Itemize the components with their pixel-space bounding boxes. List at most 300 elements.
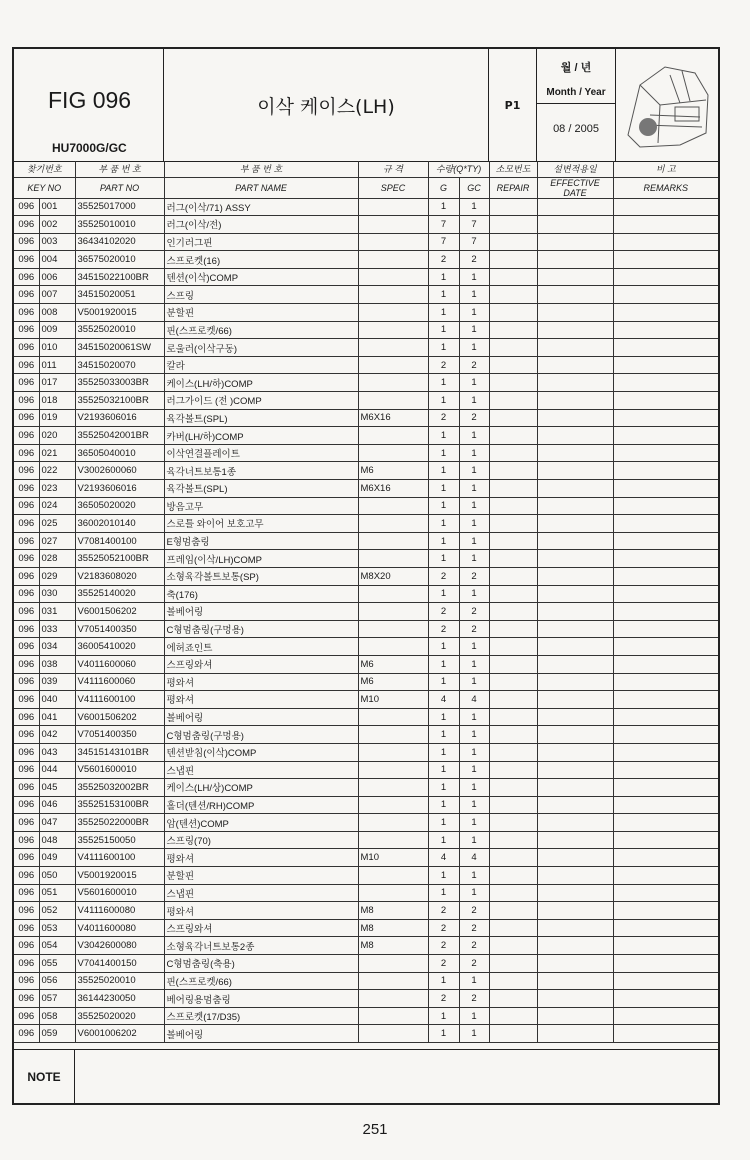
part-name-cell: 스프링(70) [164, 831, 358, 849]
part-no-cell: 36002010140 [75, 515, 164, 533]
part-no-cell: 35525153100BR [75, 796, 164, 814]
spec-cell [358, 972, 428, 990]
table-row [14, 620, 718, 638]
spec-cell [358, 867, 428, 885]
key-cell: 038 [39, 655, 75, 673]
part-name-cell: C형멈춤링(축용) [164, 955, 358, 973]
part-name-cell: 베어링용멈춤링 [164, 990, 358, 1008]
part-no-cell: V5001920015 [75, 304, 164, 322]
qty-g-cell: 1 [428, 585, 459, 603]
spec-cell [358, 761, 428, 779]
remarks-cell [613, 779, 718, 797]
qty-gc-cell: 1 [459, 761, 489, 779]
fig-cell: 096 [14, 567, 39, 585]
spec-cell [358, 233, 428, 251]
part-name-cell: 핀(스프로켓/66) [164, 321, 358, 339]
effective-date-cell [537, 585, 613, 603]
fig-cell: 096 [14, 638, 39, 656]
key-cell: 011 [39, 356, 75, 374]
key-cell: 004 [39, 251, 75, 269]
table-row [14, 990, 718, 1008]
key-cell: 028 [39, 550, 75, 568]
repair-cell [489, 673, 537, 691]
col-key-kr: 찾기번호 [14, 161, 75, 177]
col-part-no-kr: 부 품 번 호 [75, 161, 164, 177]
remarks-cell [613, 497, 718, 515]
part-no-cell: 35525032002BR [75, 779, 164, 797]
effective-date-cell [537, 937, 613, 955]
qty-gc-cell: 1 [459, 796, 489, 814]
part-name-cell: 평와셔 [164, 673, 358, 691]
table-row [14, 937, 718, 955]
qty-gc-cell: 2 [459, 409, 489, 427]
part-no-cell: 36505020020 [75, 497, 164, 515]
spec-cell [358, 831, 428, 849]
fig-cell: 096 [14, 462, 39, 480]
part-no-cell: V7051400350 [75, 620, 164, 638]
table-row [14, 726, 718, 744]
remarks-cell [613, 1007, 718, 1025]
spec-cell [358, 884, 428, 902]
effective-date-cell [537, 849, 613, 867]
part-name-cell: 스냅핀 [164, 884, 358, 902]
key-cell: 029 [39, 567, 75, 585]
effective-date-cell [537, 321, 613, 339]
key-cell: 058 [39, 1007, 75, 1025]
qty-gc-cell: 1 [459, 814, 489, 832]
spec-cell [358, 286, 428, 304]
repair-cell [489, 867, 537, 885]
table-row [14, 1007, 718, 1025]
spec-cell [358, 708, 428, 726]
fig-cell: 096 [14, 919, 39, 937]
fig-cell: 096 [14, 585, 39, 603]
repair-cell [489, 849, 537, 867]
repair-cell [489, 726, 537, 744]
spec-cell [358, 796, 428, 814]
fig-cell: 096 [14, 286, 39, 304]
effective-date-cell [537, 955, 613, 973]
remarks-cell [613, 268, 718, 286]
remarks-cell [613, 603, 718, 621]
remarks-cell [613, 392, 718, 410]
spec-cell [358, 339, 428, 357]
table-row [14, 427, 718, 445]
spec-cell [358, 814, 428, 832]
col-part-name-en: PART NAME [164, 177, 358, 198]
model-label: HU7000G/GC [52, 141, 127, 155]
repair-cell [489, 796, 537, 814]
qty-g-cell: 2 [428, 902, 459, 920]
qty-gc-cell: 1 [459, 497, 489, 515]
key-cell: 047 [39, 814, 75, 832]
part-no-cell: V7041400150 [75, 955, 164, 973]
part-no-cell: 35525022000BR [75, 814, 164, 832]
part-no-cell: 35525150050 [75, 831, 164, 849]
repair-cell [489, 444, 537, 462]
key-cell: 039 [39, 673, 75, 691]
part-name-cell: 소형육각너트보통2종 [164, 937, 358, 955]
spec-cell [358, 321, 428, 339]
effective-date-cell [537, 286, 613, 304]
part-name-cell: 인기러그핀 [164, 233, 358, 251]
fig-cell: 096 [14, 409, 39, 427]
repair-cell [489, 374, 537, 392]
repair-cell [489, 198, 537, 216]
part-no-cell: 34515020051 [75, 286, 164, 304]
fig-cell: 096 [14, 726, 39, 744]
effective-date-cell [537, 796, 613, 814]
key-cell: 046 [39, 796, 75, 814]
effective-date-cell [537, 638, 613, 656]
qty-g-cell: 1 [428, 321, 459, 339]
repair-cell [489, 497, 537, 515]
table-row [14, 902, 718, 920]
part-name-cell: 러그(이삭/71) ASSY [164, 198, 358, 216]
fig-cell: 096 [14, 532, 39, 550]
key-cell: 057 [39, 990, 75, 1008]
note-label: NOTE [14, 1050, 75, 1104]
repair-cell [489, 743, 537, 761]
qty-gc-cell: 1 [459, 392, 489, 410]
repair-cell [489, 884, 537, 902]
part-name-cell: 스냅핀 [164, 761, 358, 779]
remarks-cell [613, 849, 718, 867]
qty-g-cell: 2 [428, 919, 459, 937]
qty-g-cell: 1 [428, 374, 459, 392]
qty-g-cell: 1 [428, 339, 459, 357]
part-name-cell: C형멈춤링(구멍용) [164, 726, 358, 744]
effective-date-cell [537, 515, 613, 533]
spec-cell: M8 [358, 937, 428, 955]
effective-date-cell [537, 444, 613, 462]
remarks-cell [613, 814, 718, 832]
table-row [14, 356, 718, 374]
fig-cell: 096 [14, 198, 39, 216]
spec-cell [358, 216, 428, 234]
qty-g-cell: 2 [428, 955, 459, 973]
repair-cell [489, 937, 537, 955]
parts-rows [14, 198, 718, 1043]
remarks-cell [613, 550, 718, 568]
key-cell: 051 [39, 884, 75, 902]
qty-g-cell: 1 [428, 286, 459, 304]
qty-g-cell: 1 [428, 462, 459, 480]
col-qty-gc: GC [459, 177, 489, 198]
fig-cell: 096 [14, 814, 39, 832]
table-row [14, 374, 718, 392]
table-row [14, 550, 718, 568]
key-cell: 022 [39, 462, 75, 480]
remarks-cell [613, 1025, 718, 1043]
part-name-cell: 이삭연결플레이트 [164, 444, 358, 462]
part-no-cell: 35525020020 [75, 1007, 164, 1025]
fig-cell: 096 [14, 902, 39, 920]
fig-cell: 096 [14, 972, 39, 990]
remarks-cell [613, 638, 718, 656]
spec-cell [358, 990, 428, 1008]
note-row [14, 1049, 718, 1104]
effective-date-cell [537, 497, 613, 515]
remarks-cell [613, 761, 718, 779]
part-name-cell: 스프링와셔 [164, 655, 358, 673]
repair-cell [489, 515, 537, 533]
month-year-kr: 월 / 년 [560, 62, 592, 74]
fig-cell: 096 [14, 937, 39, 955]
qty-gc-cell: 1 [459, 444, 489, 462]
part-name-cell: 분할핀 [164, 304, 358, 322]
qty-gc-cell: 1 [459, 532, 489, 550]
fig-cell: 096 [14, 867, 39, 885]
qty-gc-cell: 2 [459, 937, 489, 955]
table-row [14, 304, 718, 322]
qty-g-cell: 1 [428, 497, 459, 515]
effective-date-cell [537, 831, 613, 849]
qty-g-cell: 2 [428, 937, 459, 955]
table-row [14, 796, 718, 814]
key-cell: 056 [39, 972, 75, 990]
part-name-cell: 축(176) [164, 585, 358, 603]
remarks-cell [613, 972, 718, 990]
repair-cell [489, 814, 537, 832]
qty-g-cell: 1 [428, 796, 459, 814]
table-row [14, 321, 718, 339]
col-spec-kr: 규 격 [358, 161, 428, 177]
part-name-cell: 러그(이삭/전) [164, 216, 358, 234]
part-name-cell: 케이스(LH/하)COMP [164, 374, 358, 392]
part-name-cell: 스프로켓(17/D35) [164, 1007, 358, 1025]
remarks-cell [613, 198, 718, 216]
qty-g-cell: 1 [428, 444, 459, 462]
spec-cell [358, 550, 428, 568]
fig-title: FIG 096 [48, 87, 132, 113]
col-remarks-kr: 비 고 [613, 161, 718, 177]
effective-date-cell [537, 620, 613, 638]
remarks-cell [613, 919, 718, 937]
effective-date-cell [537, 673, 613, 691]
date-value: 08 / 2005 [553, 123, 599, 135]
table-row [14, 497, 718, 515]
spec-cell [358, 304, 428, 322]
repair-cell [489, 356, 537, 374]
table-row [14, 919, 718, 937]
spec-cell: M6X16 [358, 480, 428, 498]
qty-gc-cell: 2 [459, 990, 489, 1008]
key-cell: 041 [39, 708, 75, 726]
remarks-cell [613, 251, 718, 269]
repair-cell [489, 919, 537, 937]
qty-gc-cell: 1 [459, 743, 489, 761]
spec-cell: M6X16 [358, 409, 428, 427]
table-row [14, 251, 718, 269]
key-cell: 027 [39, 532, 75, 550]
repair-cell [489, 427, 537, 445]
key-cell: 024 [39, 497, 75, 515]
qty-g-cell: 1 [428, 708, 459, 726]
table-row [14, 339, 718, 357]
part-no-cell: V5601600010 [75, 884, 164, 902]
spec-cell: M6 [358, 462, 428, 480]
qty-gc-cell: 1 [459, 655, 489, 673]
effective-date-cell [537, 603, 613, 621]
qty-g-cell: 2 [428, 567, 459, 585]
effective-date-cell [537, 356, 613, 374]
col-eff-kr: 설변적용일 [537, 161, 613, 177]
col-qty-kr: 수량(Q*TY) [428, 161, 489, 177]
key-cell: 010 [39, 339, 75, 357]
part-no-cell: V4111600080 [75, 902, 164, 920]
table-row [14, 233, 718, 251]
table-row [14, 444, 718, 462]
table-row [14, 972, 718, 990]
spec-cell [358, 356, 428, 374]
spec-cell: M6 [358, 673, 428, 691]
remarks-cell [613, 409, 718, 427]
qty-g-cell: 1 [428, 427, 459, 445]
key-cell: 003 [39, 233, 75, 251]
repair-cell [489, 902, 537, 920]
qty-g-cell: 4 [428, 691, 459, 709]
key-cell: 001 [39, 198, 75, 216]
table-row [14, 216, 718, 234]
qty-g-cell: 2 [428, 409, 459, 427]
qty-g-cell: 1 [428, 392, 459, 410]
part-title-box [164, 49, 489, 161]
fig-cell: 096 [14, 796, 39, 814]
remarks-cell [613, 708, 718, 726]
remarks-cell [613, 444, 718, 462]
col-part-name-kr: 부 품 번 호 [164, 161, 358, 177]
qty-gc-cell: 2 [459, 567, 489, 585]
qty-gc-cell: 1 [459, 374, 489, 392]
repair-cell [489, 1007, 537, 1025]
fig-cell: 096 [14, 691, 39, 709]
part-name-cell: 평와셔 [164, 849, 358, 867]
page-code: P1 [504, 98, 521, 112]
remarks-cell [613, 356, 718, 374]
part-name-cell: C형멈춤링(구멍용) [164, 620, 358, 638]
remarks-cell [613, 480, 718, 498]
qty-gc-cell: 1 [459, 708, 489, 726]
part-no-cell: V4111600060 [75, 673, 164, 691]
qty-gc-cell: 1 [459, 972, 489, 990]
remarks-cell [613, 304, 718, 322]
repair-cell [489, 603, 537, 621]
fig-cell: 096 [14, 620, 39, 638]
key-cell: 054 [39, 937, 75, 955]
part-name-cell: 카버(LH/하)COMP [164, 427, 358, 445]
effective-date-cell [537, 480, 613, 498]
part-no-cell: 34515143101BR [75, 743, 164, 761]
effective-date-cell [537, 216, 613, 234]
part-name-cell: 프레임(이삭/LH)COMP [164, 550, 358, 568]
qty-gc-cell: 1 [459, 462, 489, 480]
part-name-cell: 홀더(텐션/RH)COMP [164, 796, 358, 814]
spec-cell: M8 [358, 902, 428, 920]
key-cell: 017 [39, 374, 75, 392]
qty-g-cell: 1 [428, 268, 459, 286]
qty-g-cell: 1 [428, 515, 459, 533]
table-row [14, 409, 718, 427]
page-code-box [489, 49, 537, 161]
month-year-box [537, 49, 616, 161]
key-cell: 025 [39, 515, 75, 533]
qty-gc-cell: 1 [459, 726, 489, 744]
fig-cell: 096 [14, 427, 39, 445]
remarks-cell [613, 743, 718, 761]
qty-gc-cell: 7 [459, 216, 489, 234]
key-cell: 023 [39, 480, 75, 498]
remarks-cell [613, 374, 718, 392]
key-cell: 008 [39, 304, 75, 322]
fig-cell: 096 [14, 1025, 39, 1043]
remarks-cell [613, 867, 718, 885]
qty-g-cell: 1 [428, 761, 459, 779]
spec-cell [358, 392, 428, 410]
repair-cell [489, 480, 537, 498]
spec-cell [358, 620, 428, 638]
fig-cell: 096 [14, 655, 39, 673]
column-header-row-en [14, 177, 718, 198]
repair-cell [489, 532, 537, 550]
qty-gc-cell: 1 [459, 321, 489, 339]
qty-g-cell: 2 [428, 990, 459, 1008]
qty-g-cell: 1 [428, 198, 459, 216]
part-name-cell: 케이스(LH/상)COMP [164, 779, 358, 797]
qty-gc-cell: 1 [459, 427, 489, 445]
sheet-header [14, 49, 718, 162]
repair-cell [489, 779, 537, 797]
table-row [14, 814, 718, 832]
table-row [14, 831, 718, 849]
key-cell: 034 [39, 638, 75, 656]
part-no-cell: V5001920015 [75, 867, 164, 885]
repair-cell [489, 691, 537, 709]
remarks-cell [613, 955, 718, 973]
effective-date-cell [537, 990, 613, 1008]
part-name-cell: 스프링 [164, 286, 358, 304]
key-cell: 053 [39, 919, 75, 937]
effective-date-cell [537, 726, 613, 744]
key-cell: 021 [39, 444, 75, 462]
part-no-cell: V2193606016 [75, 480, 164, 498]
col-eff-en: EFFECTIVE DATE [537, 177, 613, 198]
part-name-cell: 스프로켓(16) [164, 251, 358, 269]
repair-cell [489, 955, 537, 973]
part-no-cell: V5601600010 [75, 761, 164, 779]
part-no-cell: V2183608020 [75, 567, 164, 585]
qty-g-cell: 1 [428, 726, 459, 744]
qty-g-cell: 1 [428, 779, 459, 797]
qty-g-cell: 1 [428, 673, 459, 691]
repair-cell [489, 462, 537, 480]
key-cell: 042 [39, 726, 75, 744]
effective-date-cell [537, 884, 613, 902]
remarks-cell [613, 691, 718, 709]
repair-cell [489, 339, 537, 357]
part-name-cell: 볼베어링 [164, 708, 358, 726]
part-no-cell: 34515020061SW [75, 339, 164, 357]
key-cell: 009 [39, 321, 75, 339]
qty-g-cell: 2 [428, 356, 459, 374]
table-row [14, 673, 718, 691]
part-no-cell: 35525052100BR [75, 550, 164, 568]
fig-cell: 096 [14, 603, 39, 621]
repair-cell [489, 304, 537, 322]
key-cell: 050 [39, 867, 75, 885]
repair-cell [489, 585, 537, 603]
spec-cell [358, 779, 428, 797]
